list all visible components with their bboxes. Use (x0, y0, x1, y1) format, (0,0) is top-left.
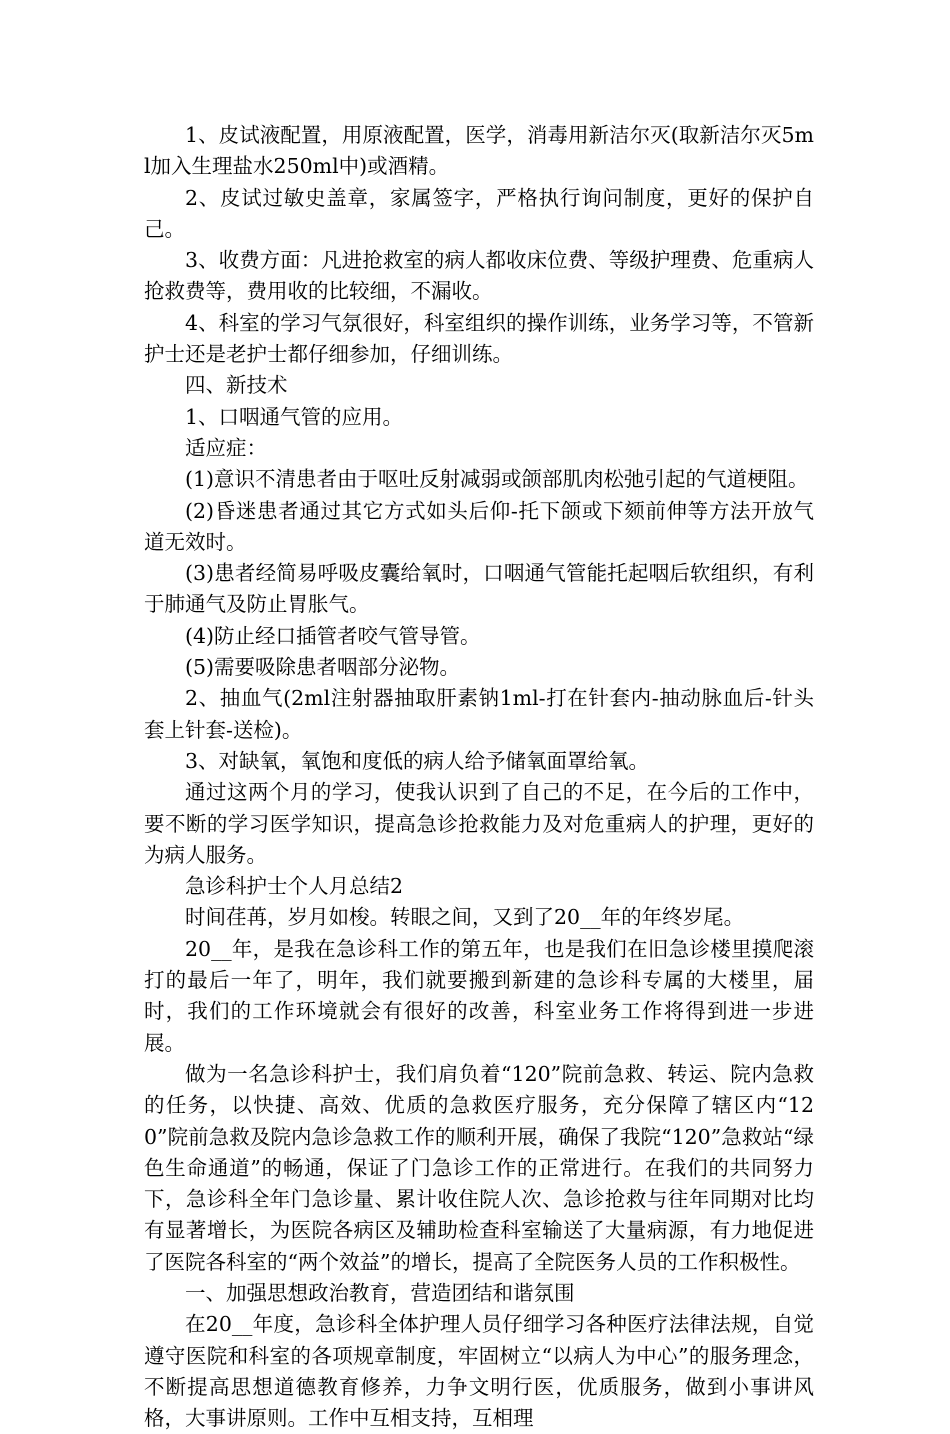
paragraph-oxygen-mask: 3、对缺氧，氧饱和度低的病人给予储氧面罩给氧。 (185, 748, 650, 773)
list-item-indication-1: (1)意识不清患者由于呕吐反射减弱或颌部肌肉松弛引起的气道梗阻。 (185, 467, 809, 492)
paragraph-charges: 3、收费方面：凡进抢救室的病人都收床位费、等级护理费、危重病人抢救费等，费用收的比较细，不漏收。 (144, 248, 814, 304)
paragraph-emergency-nurse-duties: 做为一名急诊科护士，我们肩负着“120”院前急救、转运、院内急救的任务，以快捷、高效、优质的急救医疗服务，充分保障了辖区内“120”院前急救及院内急诊急救工作的顺利开展，确保了我院“120”急救站“绿色生命通道”的畅通，保证了门急诊工作的正常进行。在我们的共同努力下，急诊科全年门急诊量、累计收住院人次、急诊抢救与往年同期对比均有显著增长，为医院各病区及辅助检查科室输送了大量病源，有力地促进了医院各科室的“两个效益”的增长，提高了全院医务人员的工作积极性。 (144, 1061, 814, 1274)
paragraph-indications-label: 适应症： (185, 435, 267, 460)
list-item-indication-5: (5)需要吸除患者咽部分泌物。 (185, 655, 461, 680)
document-title-summary-2: 急诊科护士个人月总结2 (185, 874, 404, 899)
list-item-indication-4: (4)防止经口插管者咬气管导管。 (185, 623, 481, 648)
paragraph-oropharyngeal-airway: 1、口咽通气管的应用。 (185, 404, 404, 429)
section-heading-political-education: 一、加强思想政治教育，营造团结和谐氛围 (185, 1280, 575, 1305)
paragraph-study-atmosphere: 4、科室的学习气氛很好，科室组织的操作训练，业务学习等，不管新护士还是老护士都仔细参加，仔细训练。 (144, 310, 814, 367)
paragraph-skin-test-solution: 1、皮试液配置，用原液配置，医学，消毒用新洁尔灭(取新洁尔灭5ml加入生理盐水250ml中)或酒精。 (144, 123, 814, 179)
document-body (144, 120, 814, 1434)
section-heading-new-technology: 四、新技术 (185, 373, 288, 398)
paragraph-allergy-history: 2、皮试过敏史盖章，家属签字，严格执行询问制度，更好的保护自己。 (144, 185, 814, 241)
list-item-indication-3: (3)患者经简易呼吸皮囊给氧时，口咽通气管能托起咽后软组织，有利于肺通气及防止胃胀气。 (144, 561, 814, 617)
paragraph-fifth-year: 20__年，是我在急诊科工作的第五年，也是我们在旧急诊楼里摸爬滚打的最后一年了，明年，我们就要搬到新建的急诊科专属的大楼里，届时，我们的工作环境就会有很好的改善，科室业务工作将得到进一步进展。 (144, 936, 814, 1055)
paragraph-time-flies: 时间荏苒，岁月如梭。转眼之间，又到了20__年的年终岁尾。 (185, 905, 745, 930)
paragraph-reflection: 通过这两个月的学习，使我认识到了自己的不足，在今后的工作中，要不断的学习医学知识，提高急诊抢救能力及对危重病人的护理，更好的为病人服务。 (144, 780, 814, 867)
paragraph-annual-study: 在20__年度，急诊科全体护理人员仔细学习各种医疗法律法规，自觉遵守医院和科室的各项规章制度，牢固树立“以病人为中心”的服务理念，不断提高思想道德教育修养，力争文明行医，优质服务，做到小事讲风格，大事讲原则。工作中互相支持，互相理 (144, 1312, 814, 1431)
paragraph-blood-gas: 2、抽血气(2ml注射器抽取肝素钠1ml-打在针套内-抽动脉血后-针头套上针套-送检)。 (144, 686, 814, 742)
list-item-indication-2: (2)昏迷患者通过其它方式如头后仰-托下颌或下颏前伸等方法开放气道无效时。 (144, 498, 814, 554)
